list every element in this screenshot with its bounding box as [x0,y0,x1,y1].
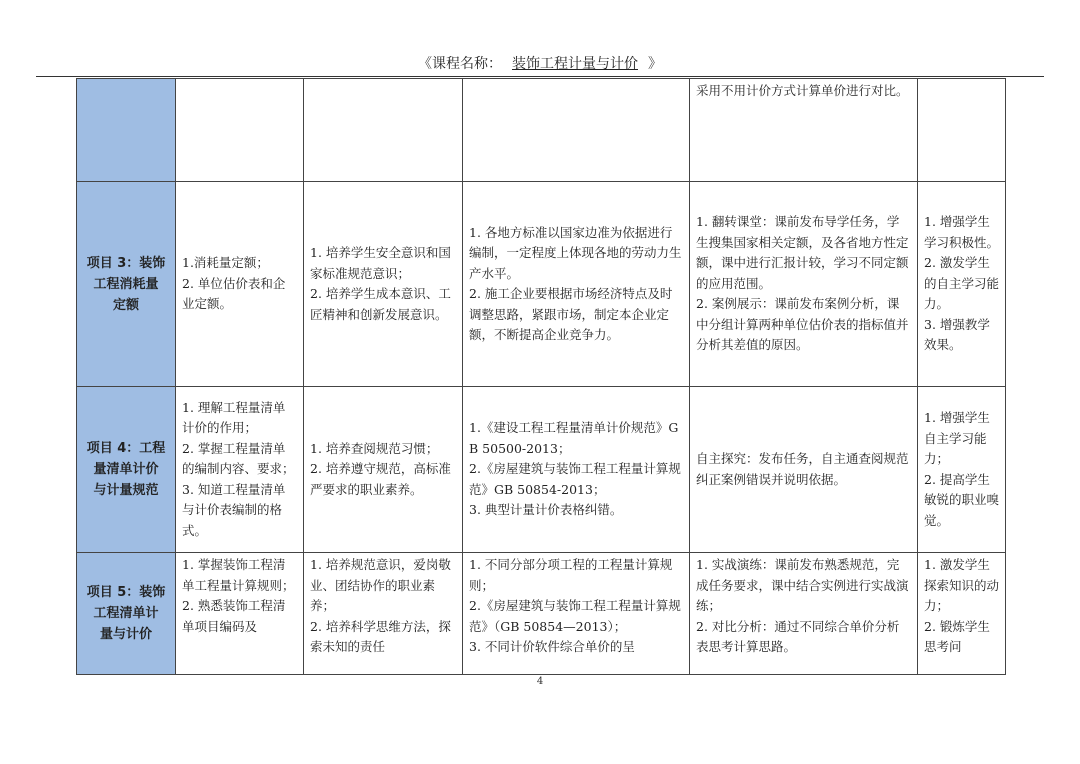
elements-cell [463,553,690,675]
ideology-line: 2. 培养科学思维方法，探索未知的责任 [310,618,451,654]
project-title-line: 工程消耗量 [93,276,159,292]
header-suffix: 》 [648,56,662,72]
table-row-project-4 [77,387,1006,553]
ideology-cell [304,553,463,675]
course-plan-table [76,78,1006,675]
ideology-line: 1. 培养查阅规范习惯； [310,440,439,456]
table-row-project-3 [77,182,1006,387]
elements-line: 2.《房屋建筑与装饰工程工程量计算规范》（GB 50854—2013）； [469,598,681,634]
effects-cell [918,182,1006,387]
effects-line: 1. 增强学生学习积极性。 [924,214,1000,250]
project-title-line: 项目 4：工程 [86,441,166,456]
project-title-line: 项目 3：装饰 [86,255,166,271]
project-cell [77,387,176,553]
ideology-line: 1. 培养规范意识，爱岗敬业、团结协作的职业素养； [310,557,451,613]
methods-line: 自主探究：发布任务，自主通查阅规范纠正案例错误并说明依据。 [696,451,909,487]
effects-line: 1. 增强学生自主学习能力； [924,410,990,466]
methods-cell [690,553,918,675]
page-header [0,54,1080,74]
methods-line: 2. 案例展示：课前发布案例分析，课中分组计算两种单位估价表的指标值并分析其差值的原因。 [696,296,909,353]
elements-line: 2.《房屋建筑与装饰工程工程量计算规范》GB 50854-2013； [469,461,681,497]
elements-line: 1. 各地方标准以国家边准为依据进行编制，一定程度上体现各地的劳动力生产水平。 [469,224,682,281]
effects-line: 2. 提高学生敏锐的职业嗅觉。 [924,471,1000,528]
project-title-line: 与计量规范 [93,483,159,498]
ideology-cell [304,79,463,182]
ideology-line: 2. 培养遵守规范，高标准严要求的职业素养。 [310,461,451,497]
project-cell [77,182,176,387]
effects-cell [918,79,1006,182]
project-title-line: 定额 [112,297,139,313]
methods-line: 2. 对比分析：通过不同综合单价分析表思考计算思路。 [696,618,900,654]
project-title-line: 工程清单计 [93,606,159,621]
effects-cell [918,553,1006,675]
content-line: 1. 掌握装饰工程清单工程量计算规则； [182,557,295,593]
methods-cell [690,79,918,182]
ideology-line: 2. 培养学生成本意识、工匠精神和创新发展意识。 [310,286,451,322]
effects-line: 2. 激发学生的自主学习能力。 [924,255,1000,312]
project-title-line: 量与计价 [99,627,152,642]
project-cell [77,553,176,675]
header-prefix: 《课程名称： [418,56,502,72]
project-title-line: 项目 5：装饰 [86,585,166,600]
course-name: 装饰工程计量与计价 [512,56,638,72]
elements-line: 1.《建设工程工程量清单计价规范》GB 50500-2013； [469,420,679,456]
table-row-continuation [77,79,1006,182]
content-line: 2. 单位估价表和企业定额。 [182,275,286,312]
elements-cell [463,79,690,182]
ideology-cell [304,387,463,553]
elements-line: 2. 施工企业要根据市场经济特点及时调整思路，紧跟市场，制定本企业定额，不断提高企业竞争力。 [469,286,673,342]
content-line: 1. 理解工程量清单计价的作用； [182,399,286,436]
project-cell [77,79,176,182]
content-cell [176,79,304,182]
methods-line: 1. 实战演练：课前发布熟悉规范，完成任务要求，课中结合实例进行实战演练； [696,557,909,613]
content-line: 1.消耗量定额； [182,255,269,271]
content-cell [176,553,304,675]
table-row-project-5 [77,553,1006,675]
header-rule [36,76,1044,77]
project-title-line: 量清单计价 [93,462,159,477]
elements-line: 1. 不同分部分项工程的工程量计算规则； [469,557,673,593]
content-line: 2. 熟悉装饰工程清单项目编码及 [182,598,286,634]
content-line: 3. 知道工程量清单与计价表编制的格式。 [182,481,286,538]
elements-cell [463,182,690,387]
methods-cell [690,387,918,553]
content-cell [176,387,304,553]
effects-line: 3. 增强教学效果。 [924,316,990,353]
page-number: 4 [536,676,544,687]
content-line: 2. 掌握工程量清单的编制内容、要求； [182,440,295,477]
content-cell [176,182,304,387]
effects-line: 1. 激发学生探索知识的动力； [924,557,1000,613]
methods-line: 采用不用计价方式计算单价进行对比。 [696,83,909,98]
ideology-line: 1. 培养学生安全意识和国家标准规范意识； [310,245,451,281]
methods-cell [690,182,918,387]
effects-cell [918,387,1006,553]
methods-line: 1. 翻转课堂：课前发布导学任务，学生搜集国家相关定额，及各省地方性定额，课中进行汇报计较，学习不同定额的应用范围。 [696,214,909,291]
ideology-cell [304,182,463,387]
elements-cell [463,387,690,553]
elements-line: 3. 典型计量计价表格纠错。 [469,502,623,518]
elements-line: 3. 不同计价软件综合单价的呈 [469,639,635,654]
effects-line: 2. 锻炼学生思考问 [924,618,990,654]
